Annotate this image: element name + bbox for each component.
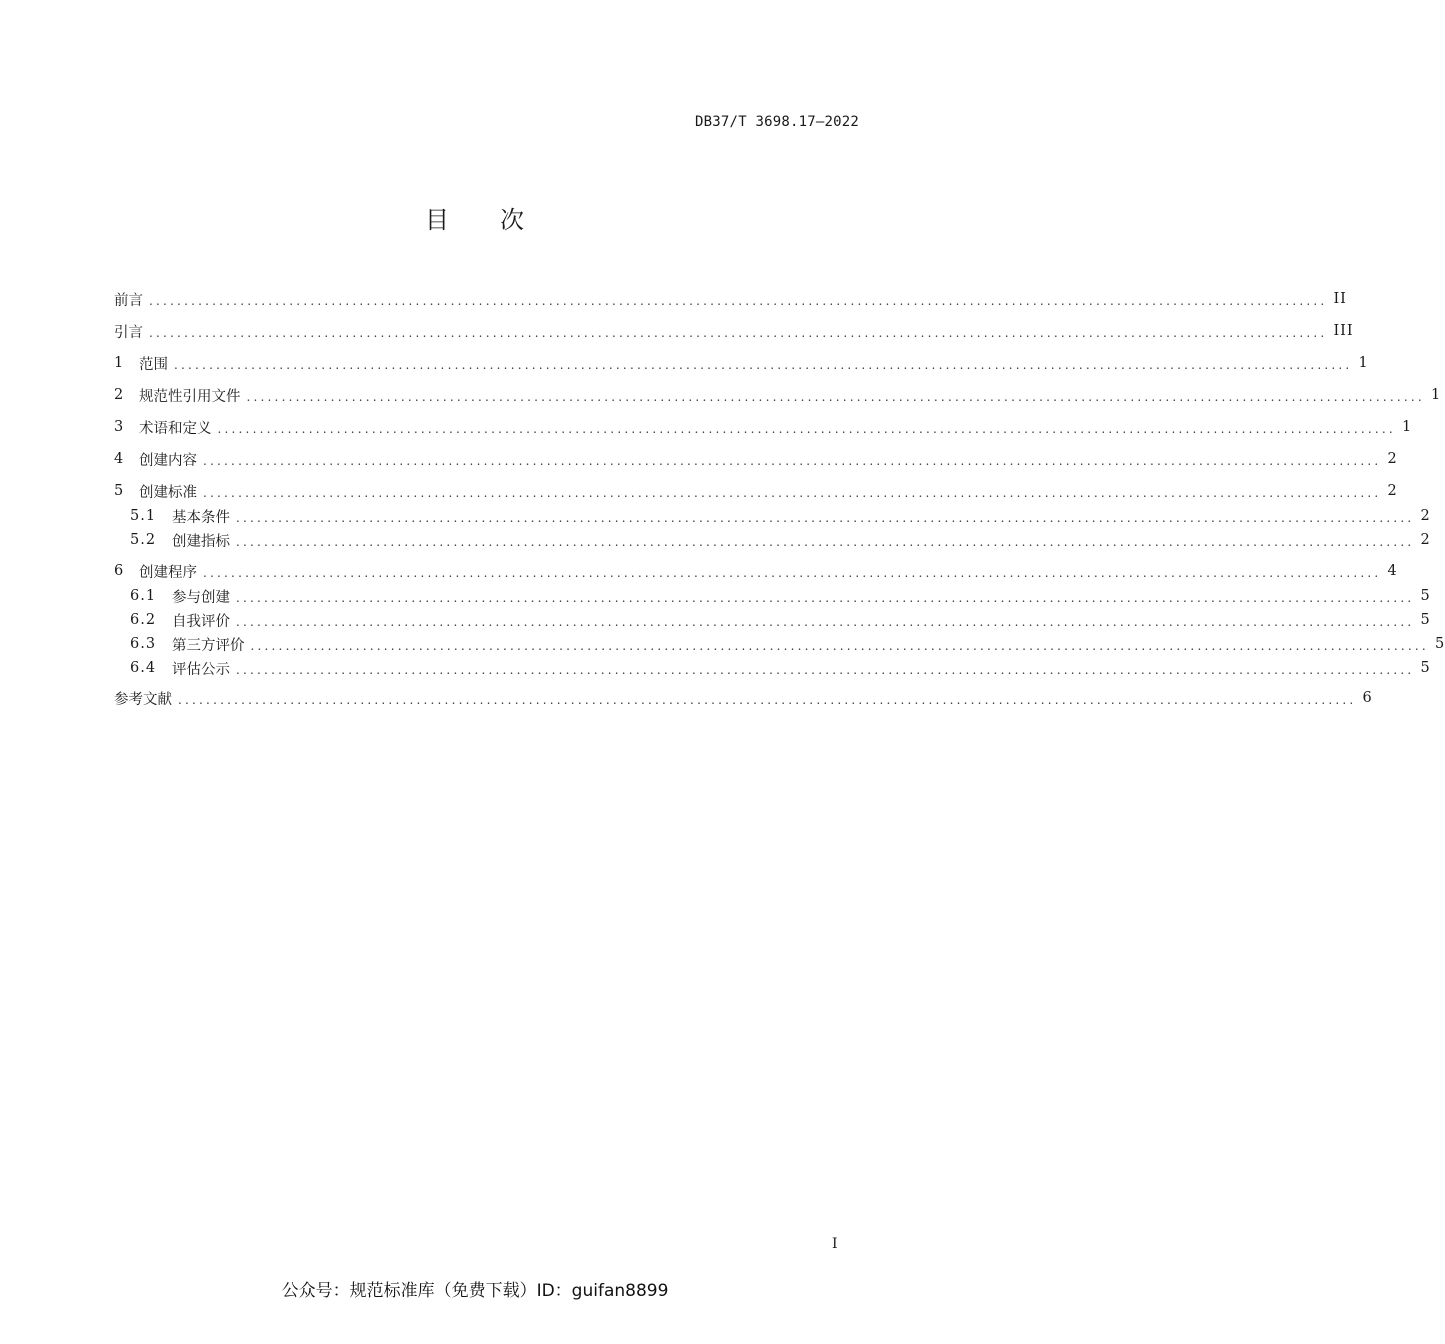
dot-leader: ........................................................................................................................................................................ [203, 486, 1382, 500]
toc-entry-number: 2 [114, 387, 124, 403]
dot-leader: ........................................................................................................................................................................ [236, 663, 1415, 677]
dot-leader: ........................................................................................................................................................................ [149, 294, 1328, 308]
dot-leader: ........................................................................................................................................................................ [178, 693, 1357, 707]
toc-entry-6[interactable] [114, 559, 1398, 583]
toc-entry-label: 自我评价 [172, 613, 230, 630]
toc-entry-number: 6 [114, 563, 124, 579]
toc-entry-number: 1 [114, 355, 124, 371]
page-number: I [832, 1236, 838, 1252]
dot-leader: ........................................................................................................................................................................ [203, 566, 1382, 580]
toc-entry-page: III [1333, 323, 1354, 339]
toc-entry-number: 3 [114, 419, 124, 435]
standard-code: DB37/T 3698.17—2022 [695, 114, 859, 130]
dot-leader: ........................................................................................................................................................................ [236, 591, 1415, 605]
toc-entry-5[interactable] [114, 479, 1398, 503]
toc-entry-label: 创建标准 [139, 484, 197, 501]
dot-leader: ........................................................................................................................................................................ [236, 615, 1415, 629]
toc-entry-3[interactable] [114, 415, 1413, 439]
toc-entry-references[interactable] [114, 686, 1373, 710]
table-of-contents [114, 0, 1445, 720]
toc-entry-number: 6.1 [130, 588, 157, 604]
toc-entry-page: 5 [1420, 660, 1431, 676]
title-char-1: 目 [425, 206, 450, 234]
toc-entry-introduction[interactable] [114, 319, 1354, 343]
toc-entry-label: 创建内容 [139, 452, 197, 469]
toc-entry-label: 第三方评价 [172, 637, 245, 654]
toc-entry-4[interactable] [114, 447, 1398, 471]
toc-entry-5-1[interactable] [130, 504, 1431, 528]
dot-leader: ........................................................................................................................................................................ [236, 511, 1415, 525]
toc-entry-foreword[interactable] [114, 287, 1347, 311]
toc-entry-label: 参考文献 [114, 691, 172, 708]
toc-entry-page: 2 [1387, 451, 1398, 467]
toc-entry-6-4[interactable] [130, 656, 1431, 680]
toc-entry-label: 术语和定义 [139, 420, 212, 437]
toc-entry-6-1[interactable] [130, 584, 1431, 608]
dot-leader: ........................................................................................................................................................................ [246, 390, 1425, 404]
toc-entry-number: 6.4 [130, 660, 157, 676]
toc-entry-page: 2 [1420, 532, 1431, 548]
dot-leader: ........................................................................................................................................................................ [250, 639, 1429, 653]
footer-note: 公众号：规范标准库（免费下载）ID：guifan8899 [281, 1281, 669, 1301]
dot-leader: ........................................................................................................................................................................ [203, 454, 1382, 468]
toc-entry-number: 5 [114, 483, 124, 499]
toc-entry-1[interactable] [114, 351, 1369, 375]
toc-entry-page: 6 [1362, 690, 1373, 706]
toc-entry-label: 基本条件 [172, 509, 230, 526]
toc-entry-5-2[interactable] [130, 528, 1431, 552]
toc-entry-number: 5.1 [130, 508, 157, 524]
toc-entry-number: 6.2 [130, 612, 157, 628]
toc-entry-label: 创建程序 [139, 564, 197, 581]
toc-entry-page: 1 [1401, 419, 1413, 435]
dot-leader: ........................................................................................................................................................................ [149, 326, 1328, 340]
toc-entry-label: 创建指标 [172, 533, 230, 550]
toc-entry-page: II [1333, 291, 1347, 307]
toc-entry-page: 5 [1420, 588, 1431, 604]
toc-entry-label: 参与创建 [172, 589, 230, 606]
toc-entry-page: 2 [1387, 483, 1398, 499]
toc-entry-number: 6.3 [130, 636, 157, 652]
toc-entry-page: 2 [1420, 508, 1431, 524]
dot-leader: ........................................................................................................................................................................ [236, 535, 1415, 549]
toc-entry-page: 4 [1387, 563, 1398, 579]
title-char-2: 次 [500, 206, 525, 234]
dot-leader: ........................................................................................................................................................................ [174, 358, 1353, 372]
toc-entry-6-2[interactable] [130, 608, 1431, 632]
toc-entry-number: 5.2 [130, 532, 157, 548]
toc-entry-page: 1 [1430, 387, 1442, 403]
toc-entry-page: 5 [1434, 636, 1445, 652]
toc-entry-page: 5 [1420, 612, 1431, 628]
toc-entry-number: 4 [114, 451, 124, 467]
toc-entry-2[interactable] [114, 383, 1442, 407]
dot-leader: ........................................................................................................................................................................ [217, 422, 1396, 436]
toc-entry-label: 评估公示 [172, 661, 230, 678]
toc-entry-6-3[interactable] [130, 632, 1445, 656]
toc-entry-page: 1 [1358, 355, 1369, 371]
toc-entry-label: 引言 [114, 324, 143, 341]
toc-entry-label: 范围 [139, 356, 168, 373]
toc-entry-label: 规范性引用文件 [139, 388, 241, 405]
toc-entry-label: 前言 [114, 292, 143, 309]
